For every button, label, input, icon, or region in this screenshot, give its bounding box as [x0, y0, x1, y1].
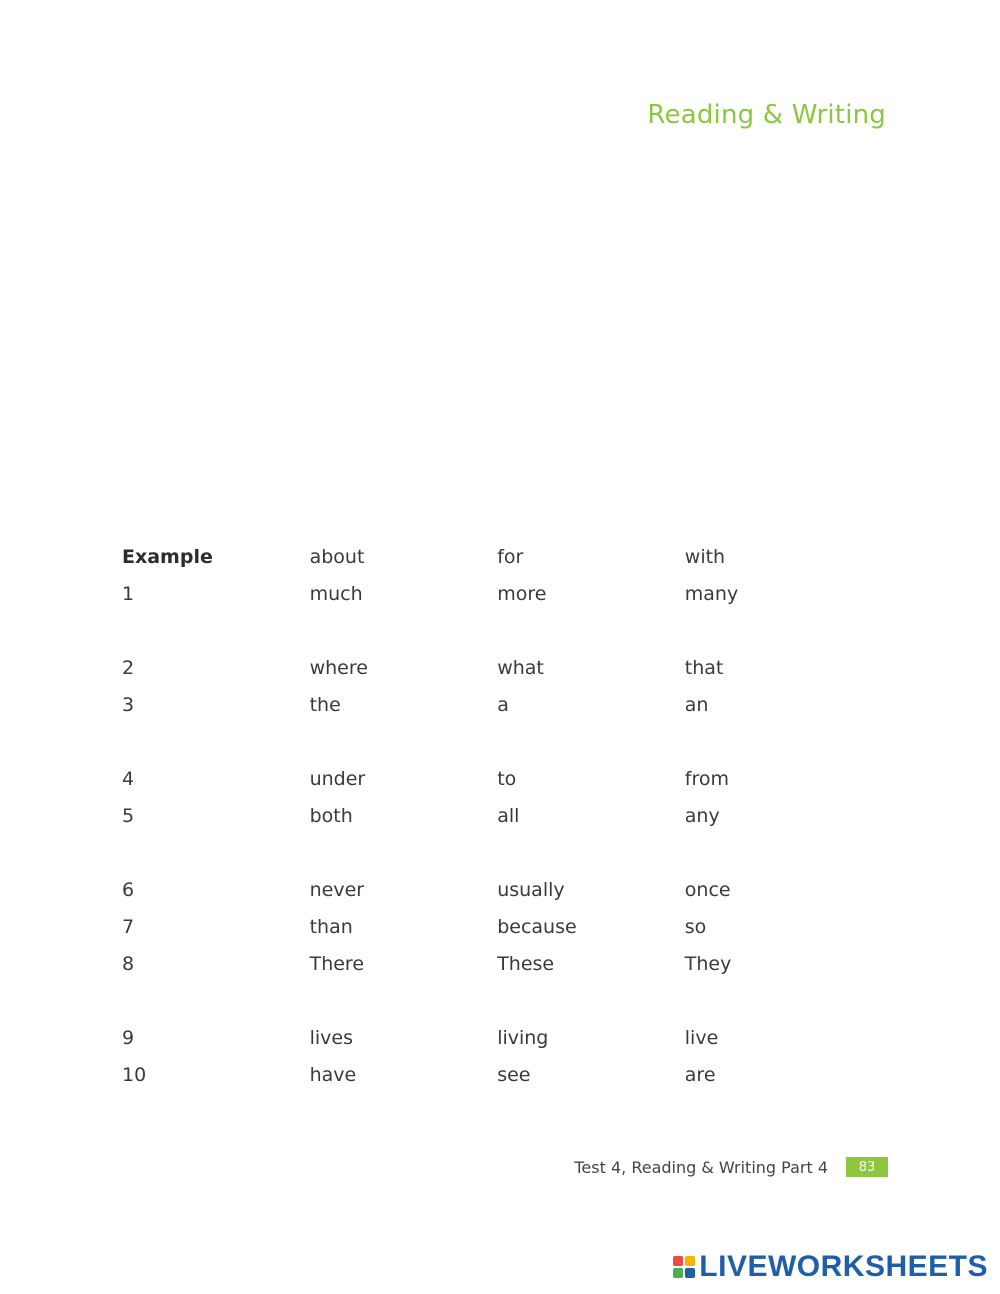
- option-row: [122, 797, 782, 834]
- option-c: They: [684, 952, 732, 975]
- option-b: more: [497, 582, 547, 605]
- option-c: any: [684, 804, 720, 827]
- option-row: [122, 871, 782, 908]
- option-b: to: [497, 767, 517, 790]
- page-footer: [574, 1157, 888, 1177]
- option-a: never: [309, 878, 365, 901]
- question-number: 1: [122, 582, 135, 605]
- question-number: 7: [122, 915, 135, 938]
- option-b: living: [497, 1026, 549, 1049]
- question-number: 3: [122, 693, 135, 716]
- question-number: 9: [122, 1026, 135, 1049]
- option-b: a: [497, 693, 509, 716]
- question-number: 6: [122, 878, 135, 901]
- option-c: so: [684, 915, 707, 938]
- watermark: [673, 1250, 988, 1284]
- option-c: live: [684, 1026, 719, 1049]
- option-b: These: [497, 952, 555, 975]
- option-a: about: [309, 545, 365, 568]
- question-number: 10: [122, 1063, 147, 1086]
- option-row: [122, 1056, 782, 1093]
- option-c: from: [684, 767, 729, 790]
- option-c: many: [684, 582, 739, 605]
- option-a: where: [309, 656, 368, 679]
- option-a: the: [309, 693, 341, 716]
- option-row: [122, 686, 782, 723]
- page-number-badge: 83: [846, 1157, 888, 1177]
- watermark-text: LIVEWORKSHEETS: [699, 1250, 988, 1283]
- option-c: are: [684, 1063, 716, 1086]
- option-a: have: [309, 1063, 357, 1086]
- option-row: [122, 649, 782, 686]
- section-title: Reading & Writing: [647, 100, 886, 130]
- option-row: [122, 908, 782, 945]
- option-b: for: [497, 545, 524, 568]
- option-a: than: [309, 915, 353, 938]
- option-a: both: [309, 804, 353, 827]
- liveworksheets-logo-icon: [673, 1256, 695, 1278]
- option-c: once: [684, 878, 731, 901]
- option-b: all: [497, 804, 520, 827]
- option-b: what: [497, 656, 544, 679]
- option-row: [122, 760, 782, 797]
- option-b: usually: [497, 878, 565, 901]
- option-a: lives: [309, 1026, 353, 1049]
- option-b: because: [497, 915, 577, 938]
- option-c: with: [684, 545, 726, 568]
- option-row: [122, 575, 782, 612]
- option-a: under: [309, 767, 366, 790]
- option-row: [122, 538, 782, 575]
- question-number: 2: [122, 656, 135, 679]
- option-a: There: [309, 952, 365, 975]
- option-c: that: [684, 656, 724, 679]
- option-c: an: [684, 693, 709, 716]
- question-number: Example: [122, 545, 213, 568]
- question-number: 8: [122, 952, 135, 975]
- option-b: see: [497, 1063, 531, 1086]
- option-a: much: [309, 582, 363, 605]
- question-number: 5: [122, 804, 135, 827]
- footer-text: Test 4, Reading & Writing Part 4: [574, 1157, 828, 1177]
- question-number: 4: [122, 767, 135, 790]
- options-table: [122, 538, 782, 1093]
- option-row: [122, 1019, 782, 1056]
- option-row: [122, 945, 782, 982]
